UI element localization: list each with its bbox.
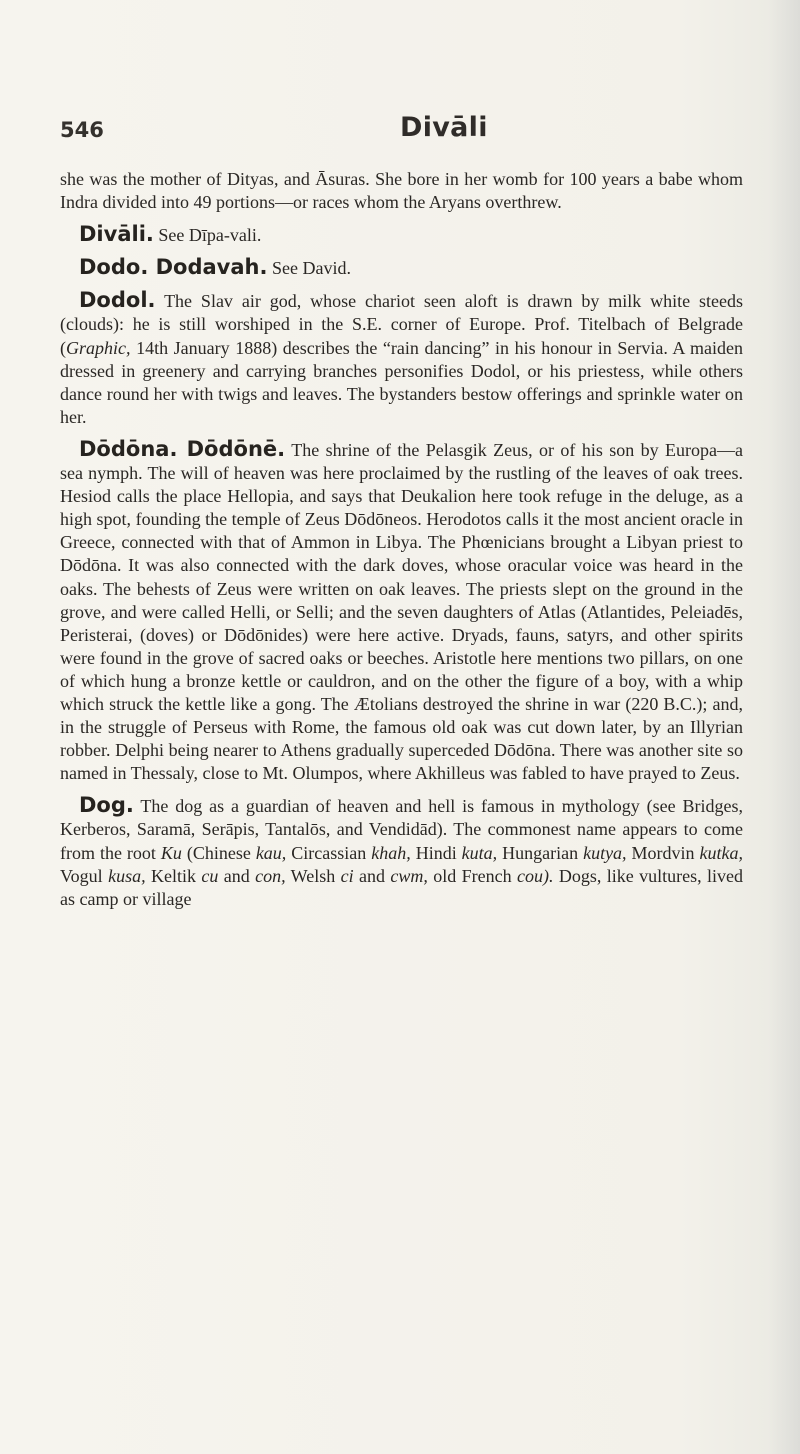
- continuation-text: she was the mother of Dityas, and Āsuras. She bore in her womb for 100 years a babe whom Indra divided into 49 portions—or races whom the Aryans overthrew.: [60, 169, 743, 213]
- entry-text: The dog as a guardian of heaven and hell is famous in mythology (see Bridges, Kerberos, Saramā, Serāpis, Tantalōs, and Vendidād). The commonest name appears to come from the root: [60, 796, 743, 863]
- citation-title: Graphic,: [66, 337, 131, 358]
- entry-text: Dogs, like vultures, lived as camp or village: [60, 865, 744, 909]
- entry-text: See Dīpa-vali.: [153, 225, 262, 246]
- page-header: [60, 108, 740, 148]
- entry-headword: Dodol.: [79, 288, 156, 313]
- italic-term: kusa,: [108, 865, 146, 886]
- entry-text: Mordvin: [626, 842, 700, 863]
- entry-divali: [60, 223, 743, 247]
- entry-text: 14th January 1888) describes the “rain dancing” in his honour in Servia. A maiden dressed in greenery and carrying branches personifies Dodol, or his priestess, while others dance round her with twigs and leaves. The bystanders bestow offerings and sprinkle water on her.: [60, 337, 743, 427]
- italic-term: cu: [201, 865, 219, 886]
- italic-term: kuta,: [461, 842, 498, 863]
- continuation-paragraph: [60, 168, 743, 214]
- entry-text: See David.: [267, 258, 351, 279]
- entry-headword: Dog.: [79, 793, 134, 818]
- entry-text: and: [353, 865, 391, 886]
- entry-text: The shrine of the Pelasgik Zeus, or of his son by Europa—a sea nymph. The will of heaven was here proclaimed by the rustling of the leaves of oak trees. Hesiod calls the place Hellopia, and says that Deukalion here took refuge in the deluge, as a high spot, founding the temple of Zeus Dōdōneos. Herodotos calls it the most ancient oracle in Greece, connected with that of Ammon in Libya. The Phœnicians brought a Libyan priest to Dōdōna. It was also connected with the dark doves, whose oracular voice was heard in the oaks. The behests of Zeus were written on oak leaves. The priests slept on the ground in the grove, and were called Helli, or Selli; and the seven daughters of Atlas (Atlantides, Peleiadēs, Peristerai, (doves) or Dōdōnides) were here active. Dryads, fauns, satyrs, and other spirits were found in the grove of sacred oaks or beeches. Aristotle here mentions two pillars, on one of which hung a bronze kettle or cauldron, and on the other the figure of a boy, with a whip which struck the kettle like a gong. The Ætolians destroyed the shrine in war (220 B.C.); and, in the struggle of Perseus with Rome, the famous old oak was cut down later, by an Illyrian robber. Delphi being nearer to Athens gradually superceded Dōdōna. There was another site so named in Thessaly, close to Mt. Olumpos, where Akhilleus was fabled to have prayed to Zeus.: [60, 439, 743, 784]
- entry-dog: [60, 794, 743, 910]
- entry-text: Welsh: [285, 865, 341, 886]
- running-head: Divāli: [400, 112, 488, 143]
- entry-headword: Dōdōna. Dōdōnē.: [79, 436, 286, 461]
- entry-text: Keltik: [145, 865, 202, 886]
- entry-headword: Divāli.: [79, 222, 154, 247]
- entry-text: Circassian: [286, 842, 372, 863]
- entry-text: old French: [427, 865, 518, 886]
- italic-term: kutya,: [583, 842, 627, 863]
- italic-term: Ku: [160, 842, 182, 863]
- page-body: [60, 168, 743, 911]
- italic-term: khah,: [371, 842, 411, 863]
- page-number: 546: [60, 118, 104, 142]
- entry-text: Hindi: [410, 842, 462, 863]
- italic-term: ci: [340, 865, 354, 886]
- italic-term: cwm,: [390, 865, 428, 886]
- entry-dodona: [60, 438, 743, 785]
- italic-term: con,: [255, 865, 286, 886]
- entry-text: and: [218, 865, 256, 886]
- italic-term: cou).: [517, 865, 554, 886]
- italic-term: kau,: [255, 842, 287, 863]
- entry-headword: Dodo. Dodavah.: [79, 255, 268, 280]
- entry-dodo: [60, 256, 743, 280]
- entry-text: Hungarian: [497, 842, 584, 863]
- italic-term: kutka,: [699, 842, 743, 863]
- entry-text: (Chinese: [181, 842, 256, 863]
- entry-text: Vogul: [60, 865, 109, 886]
- entry-dodol: [60, 289, 743, 429]
- entry-text: The Slav air god, whose chariot seen aloft is drawn by milk white steeds (clouds): he is still worshiped in the S.E. corner of Europe. Prof. Titelbach of Belgrade (: [60, 291, 743, 358]
